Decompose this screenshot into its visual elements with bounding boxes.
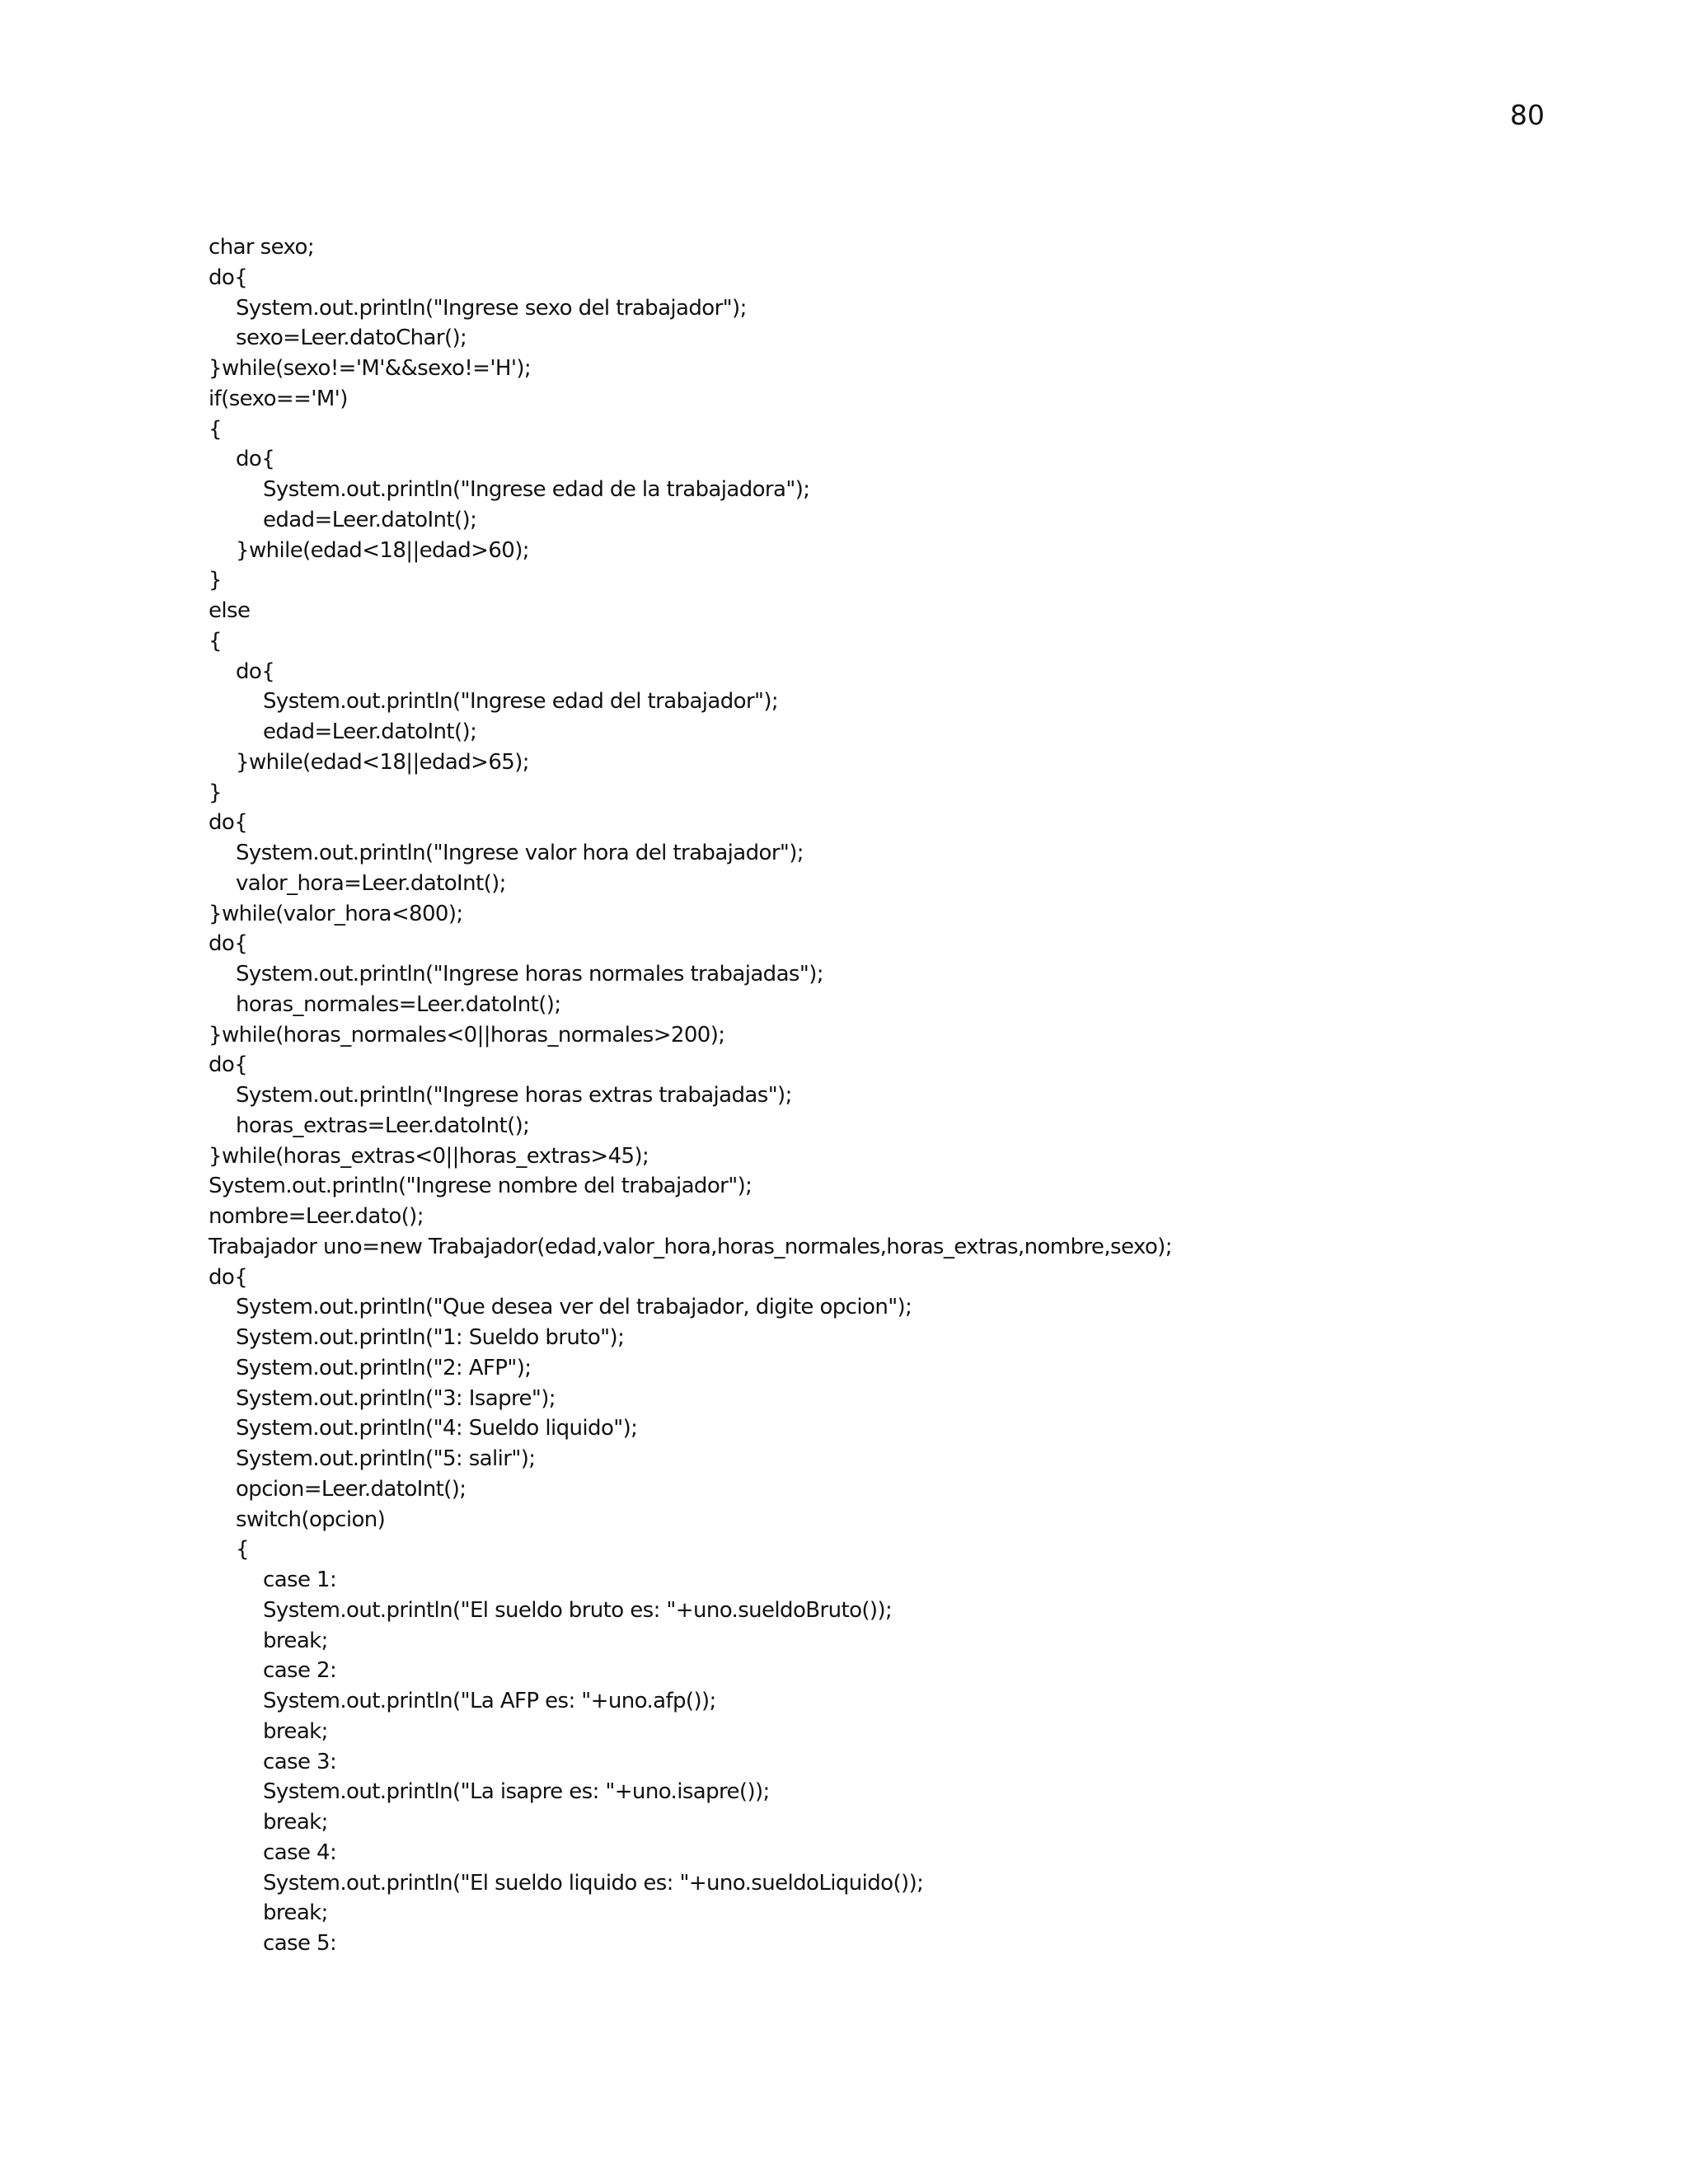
code-line: System.out.println("5: salir");: [236, 1446, 536, 1471]
code-line: {: [236, 1537, 249, 1563]
code-line: if(sexo=='M'): [209, 386, 348, 411]
code-line: System.out.println("Ingrese horas normales trabajadas");: [236, 962, 823, 987]
code-listing: [209, 232, 1610, 1959]
code-line: {: [209, 416, 222, 442]
code-line: do{: [236, 658, 275, 684]
code-line: do{: [236, 447, 275, 472]
code-line: System.out.println("Ingrese valor hora del trabajador");: [236, 841, 804, 865]
code-line: Trabajador uno=new Trabajador(edad,valor_hora,horas_normales,horas_extras,nombre,sexo);: [209, 1234, 1172, 1259]
code-line: }: [209, 780, 222, 805]
code-line: }while(sexo!='M'&&sexo!='H');: [209, 356, 532, 381]
code-line: System.out.println("Ingrese horas extras trabajadas");: [236, 1083, 792, 1108]
code-line: break;: [263, 1718, 328, 1744]
code-line: System.out.println("Ingrese edad del trabajador");: [263, 689, 779, 715]
code-line: nombre=Leer.dato();: [209, 1204, 424, 1229]
code-line: System.out.println("2: AFP");: [236, 1355, 532, 1380]
code-line: edad=Leer.datoInt();: [263, 507, 477, 532]
code-line: }: [209, 568, 222, 593]
code-line: System.out.println("Ingrese sexo del trabajador");: [236, 295, 747, 321]
code-line: System.out.println("El sueldo liquido es: "+uno.sueldoLiquido());: [263, 1870, 924, 1896]
code-line: case 4:: [263, 1840, 337, 1865]
code-line: case 3:: [263, 1749, 337, 1774]
code-line: opcion=Leer.datoInt();: [236, 1476, 467, 1502]
code-line: break;: [263, 1900, 328, 1926]
code-line: }while(horas_normales<0||horas_normales>200);: [209, 1022, 725, 1047]
code-line: System.out.println("4: Sueldo liquido");: [236, 1416, 638, 1441]
code-line: do{: [209, 931, 248, 957]
code-line: horas_extras=Leer.datoInt();: [236, 1113, 530, 1138]
code-line: System.out.println("1: Sueldo bruto");: [236, 1325, 625, 1350]
code-line: case 1:: [263, 1568, 337, 1592]
code-line: do{: [209, 1052, 248, 1078]
code-line: case 5:: [263, 1931, 337, 1956]
code-line: System.out.println("La AFP es: "+uno.afp());: [263, 1689, 716, 1713]
code-line: System.out.println("Ingrese nombre del trabajador");: [209, 1174, 753, 1199]
code-line: }while(horas_extras<0||horas_extras>45);: [209, 1143, 649, 1169]
code-line: else: [209, 598, 251, 623]
page-number: 80: [1510, 99, 1545, 131]
code-line: horas_normales=Leer.datoInt();: [236, 991, 561, 1017]
code-line: edad=Leer.datoInt();: [263, 719, 477, 744]
code-line: }while(edad<18||edad>65);: [236, 749, 529, 775]
code-line: System.out.println("Que desea ver del trabajador, digite opcion");: [236, 1295, 912, 1320]
code-line: System.out.println("La isapre es: "+uno.isapre());: [263, 1779, 770, 1805]
code-line: do{: [209, 265, 248, 290]
code-line: System.out.println("Ingrese edad de la trabajadora");: [263, 477, 810, 502]
code-line: }while(edad<18||edad>60);: [236, 537, 529, 563]
code-line: break;: [263, 1810, 328, 1835]
code-line: System.out.println("3: Isapre");: [236, 1385, 556, 1411]
code-line: switch(opcion): [236, 1507, 386, 1532]
code-line: valor_hora=Leer.datoInt();: [236, 870, 506, 896]
code-line: case 2:: [263, 1658, 337, 1684]
code-line: do{: [209, 1264, 248, 1290]
code-line: char sexo;: [209, 235, 314, 260]
code-line: do{: [209, 810, 248, 836]
code-line: break;: [263, 1628, 328, 1653]
code-line: System.out.println("El sueldo bruto es: "+uno.sueldoBruto());: [263, 1597, 893, 1623]
code-line: }while(valor_hora<800);: [209, 901, 463, 926]
code-line: {: [209, 628, 222, 654]
code-line: sexo=Leer.datoChar();: [236, 326, 467, 351]
